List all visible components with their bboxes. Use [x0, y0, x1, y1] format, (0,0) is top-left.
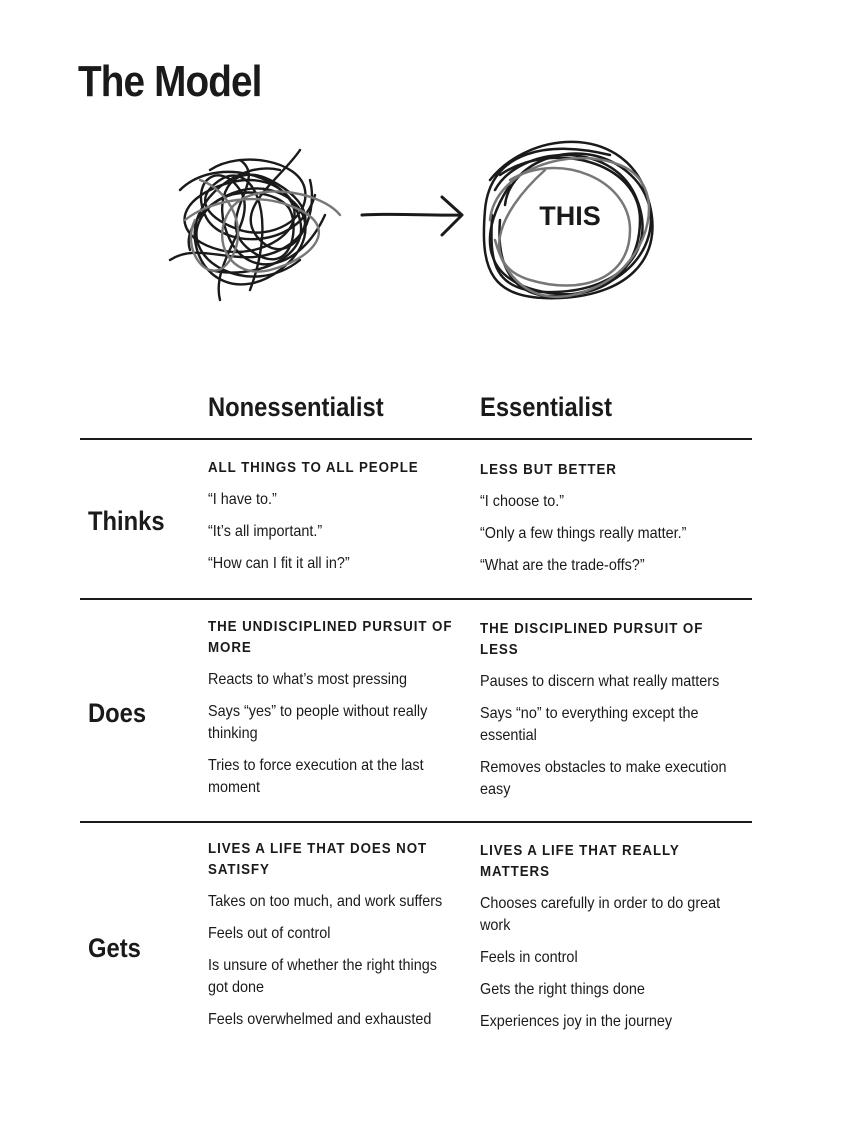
- list-item: Reacts to what’s most pressing: [208, 671, 408, 688]
- list-item: Chooses carefully in order to do great work: [480, 895, 721, 934]
- cell-heading: LIVES A LIFE THAT REALLY MATTERS: [480, 843, 680, 880]
- row-label-thinks: Thinks: [88, 506, 165, 536]
- row-label-does: Does: [88, 698, 147, 728]
- divider-top: [80, 438, 752, 440]
- gets-nonessentialist-cell: [208, 839, 458, 1041]
- list-item: Removes obstacles to make execution easy: [480, 759, 727, 798]
- list-item: Is unsure of whether the right things got done: [208, 957, 437, 996]
- column-header-nonessentialist: Nonessentialist: [208, 392, 384, 422]
- list-item: “Only a few things really matter.”: [480, 525, 687, 542]
- list-item: Takes on too much, and work suffers: [208, 893, 443, 910]
- list-item: “I choose to.”: [480, 493, 565, 510]
- list-item: Says “no” to everything except the essential: [480, 705, 699, 744]
- cell-heading: ALL THINGS TO ALL PEOPLE: [208, 460, 419, 476]
- divider-does-gets: [80, 821, 752, 823]
- right-arrow-icon: [362, 197, 462, 235]
- cell-heading: THE UNDISCIPLINED PURSUIT OF MORE: [208, 619, 453, 656]
- list-item: “What are the trade-offs?”: [480, 557, 645, 574]
- list-item: Says “yes” to people without really thinking: [208, 703, 428, 742]
- list-item: Feels in control: [480, 949, 578, 966]
- row-label-gets: Gets: [88, 933, 141, 963]
- divider-thinks-does: [80, 598, 752, 600]
- page-title: The Model: [78, 57, 262, 106]
- list-item: Feels overwhelmed and exhausted: [208, 1011, 432, 1028]
- does-essentialist-cell: [480, 619, 730, 811]
- gets-essentialist-cell: [480, 841, 730, 1043]
- list-item: “How can I fit it all in?”: [208, 555, 350, 572]
- cell-heading: LIVES A LIFE THAT DOES NOT SATISFY: [208, 841, 428, 878]
- circle-label: THIS: [539, 201, 601, 231]
- list-item: Pauses to discern what really matters: [480, 673, 720, 690]
- does-nonessentialist-cell: [208, 617, 458, 809]
- list-item: “I have to.”: [208, 491, 277, 508]
- cell-heading: THE DISCIPLINED PURSUIT OF LESS: [480, 621, 704, 658]
- thinks-nonessentialist-cell: [208, 458, 458, 585]
- cell-heading: LESS BUT BETTER: [480, 462, 617, 478]
- list-item: Experiences joy in the journey: [480, 1013, 673, 1030]
- thinks-essentialist-cell: [480, 460, 730, 587]
- list-item: Feels out of control: [208, 925, 331, 942]
- column-header-essentialist: Essentialist: [480, 392, 613, 422]
- list-item: Tries to force execution at the last moment: [208, 757, 424, 796]
- list-item: “It’s all important.”: [208, 523, 323, 540]
- model-illustration: [150, 120, 670, 320]
- list-item: Gets the right things done: [480, 981, 645, 998]
